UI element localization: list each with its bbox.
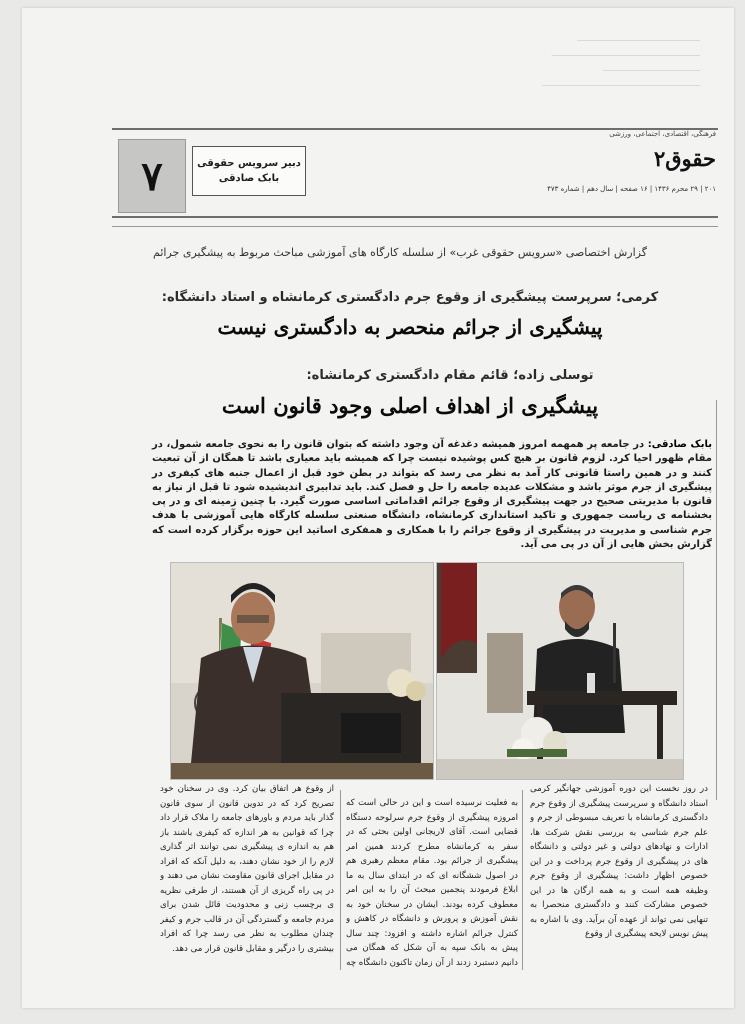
article-intro-line: گزارش اختصاصی «سرویس حقوقی غرب» از سلسله کارگاه های آموزشی مباحث مربوط به پیشگیری جرائم (153, 246, 647, 259)
headline-kicker-2: توسلی زاده؛ قائم مقام دادگستری کرمانشاه: (306, 368, 594, 383)
photo-speaker-podium (170, 562, 434, 780)
header-divider-rule (112, 226, 718, 227)
column-divider-2 (522, 790, 523, 970)
column-divider-1 (340, 790, 341, 970)
section-kicker: فرهنگی، اقتصادی، اجتماعی، ورزشی (609, 130, 716, 138)
article-column-middle: به فعلیت نرسیده است و این در حالی است که امروزه پیشگیری از وقوع جرم سرلوحه دستگاه قضایی است. آقای لاریجانی اولین بحثی که در سفر به کرمانشاه مطرح کردند همین امر پیشگیری از جرائم بود. مقام معظم رهبری هم در اصول ششگانه ای که در ابتدای سال به ما ابلاغ فرمودند پنجمین مبحث آن را به این امر معطوف کرده بودند. ایشان در سخنان خود به نقش آموزش و پرورش و دانشگاه در کاهش و کنترل جرائم اشاره داشته و افزود: چند سال پیش به بانک سپه به آن شکل که همگان می دانیم دستبرد زدند از آن زمان تاکنون دانشگاه چه (346, 798, 518, 968)
headline-1: پیشگیری از جرائم منحصر به دادگستری نیست (217, 315, 603, 339)
editor-name: بابک صادقی (218, 173, 280, 184)
editor-role: دبیر سرویس حقوقی (197, 158, 301, 169)
header-bottom-rule (112, 216, 718, 218)
article-lead-paragraph (152, 438, 712, 552)
page-number-badge: ۷ (118, 139, 186, 213)
headline-kicker-1: کرمی؛ سرپرست پیشگیری از وقوع جرم دادگستری کرمانشاه و استاد دانشگاه: (161, 290, 659, 305)
adjacent-column-fragment (716, 400, 737, 800)
bleed-through-text: ــــــــــــــــــــــــــــــــــــــ ــــــــــــــــــــــــــــــــــــــــــــــ ــــــــــــــــــــــــــــــ ـــــــــــــــــــــــــــــــــــــــــــــــــ (542, 31, 700, 89)
article-column-right: در روز نخست این دوره آموزشی جهانگیر کرمی استاد دانشگاه و سرپرست پیشگیری از وقوع جرم دادگستری کرمانشاه با تعریف مبسوطی از جرم و علم جرم شناسی به بررسی نقش شرکت ها، ادارات و نهادهای دولتی و غیر دولتی و دانشگاه های در پیشگیری از وقوع جرم پرداخت و در این خصوص اظهار داشت: پیشگیری از وقوع جرم وظیفه همه است و به همه ارگان ها در این خصوص مشارکت کنند و دادگستری منحصرا به تنهایی نمی تواند از عهده آن برآید. وی با اشاره به پیش نویس لایحه پیشگیری از وقوع (530, 784, 708, 939)
issue-dateline: ۲۰۱ | ۲۹ محرم ۱۴۳۶ | ۱۶ صفحه | سال دهم | شماره ۴۷۳ (547, 185, 716, 193)
editor-credit-box (192, 146, 306, 196)
section-title: حقوق۲ (653, 146, 716, 171)
lead-text: در جامعه پر همهمه امروز همیشه دغدغه آن وجود داشته که بتوان قانون را به نحوی جامعه شمول، در مقام ظهور احیا کرد. لزوم قانون بر هیچ کس پوشیده نیست چرا که همیشه باید معیاری باشد تا همگان از آن تبعیت کنند و در همین راستا قانونی کار آمد به نظر می رسد که بتواند در بطن خود قبل از اعمال جنبه های کیفری در پیشگیری از جرم موثر باشد و مشکلات عدیده جامعه را حل و فصل کند. باید تدابیری اندیشیده شود تا قبل از نیاز به قانون با مدیریتی صحیح در جهت پیشگیری از وقوع جرائم اقداماتی اساسی صورت گیرد. با چنین زمینه ای و در پی بخشنامه ی ریاست جمهوری و تاکید استانداری کرمانشاه، دانشگاه صنعتی سلسله کارگاه هایی آموزشی با هدف جرم شناسی و مدیریت در پیشگیری از وقوع جرائم را با همکاری و همفکری اساتید این حوزه برگزار کرده است که گزارش بخش هایی از آن در پی می آید. (152, 439, 712, 551)
article-column-left: از وقوع هر اتفاق بیان کرد. وی در سخنان خود تصریح کرد که در تدوین قانون از سوی قانون گذار باید مردم و باورهای جامعه را ملاک قرار داد چرا که قوانین به هر اندازه که کیفری باشند باز هم به اندازه ی پیشگیری نمی توانند اثر گذاری لازم را از خود نشان دهند، به دلیل آنکه که افراد در مقابل اجرای قانون مقاومت نشان می دهند و در پی راه گریزی از آن هستند، از طرفی نظریه ی برچسب زنی و محدودیت قائل شدن برای مردم جامعه و گستردگی آن در قالب جرم و کیفر چندان مطلوب به نظر می رسد چرا که افراد بیشتری را درگیر و مقابل قانون قرار می دهد. (160, 784, 334, 954)
photo-speaker-seated (436, 562, 684, 780)
headline-2: پیشگیری از اهداف اصلی وجود قانون است (221, 393, 599, 418)
lead-author: بابک صادقی: (647, 439, 712, 450)
